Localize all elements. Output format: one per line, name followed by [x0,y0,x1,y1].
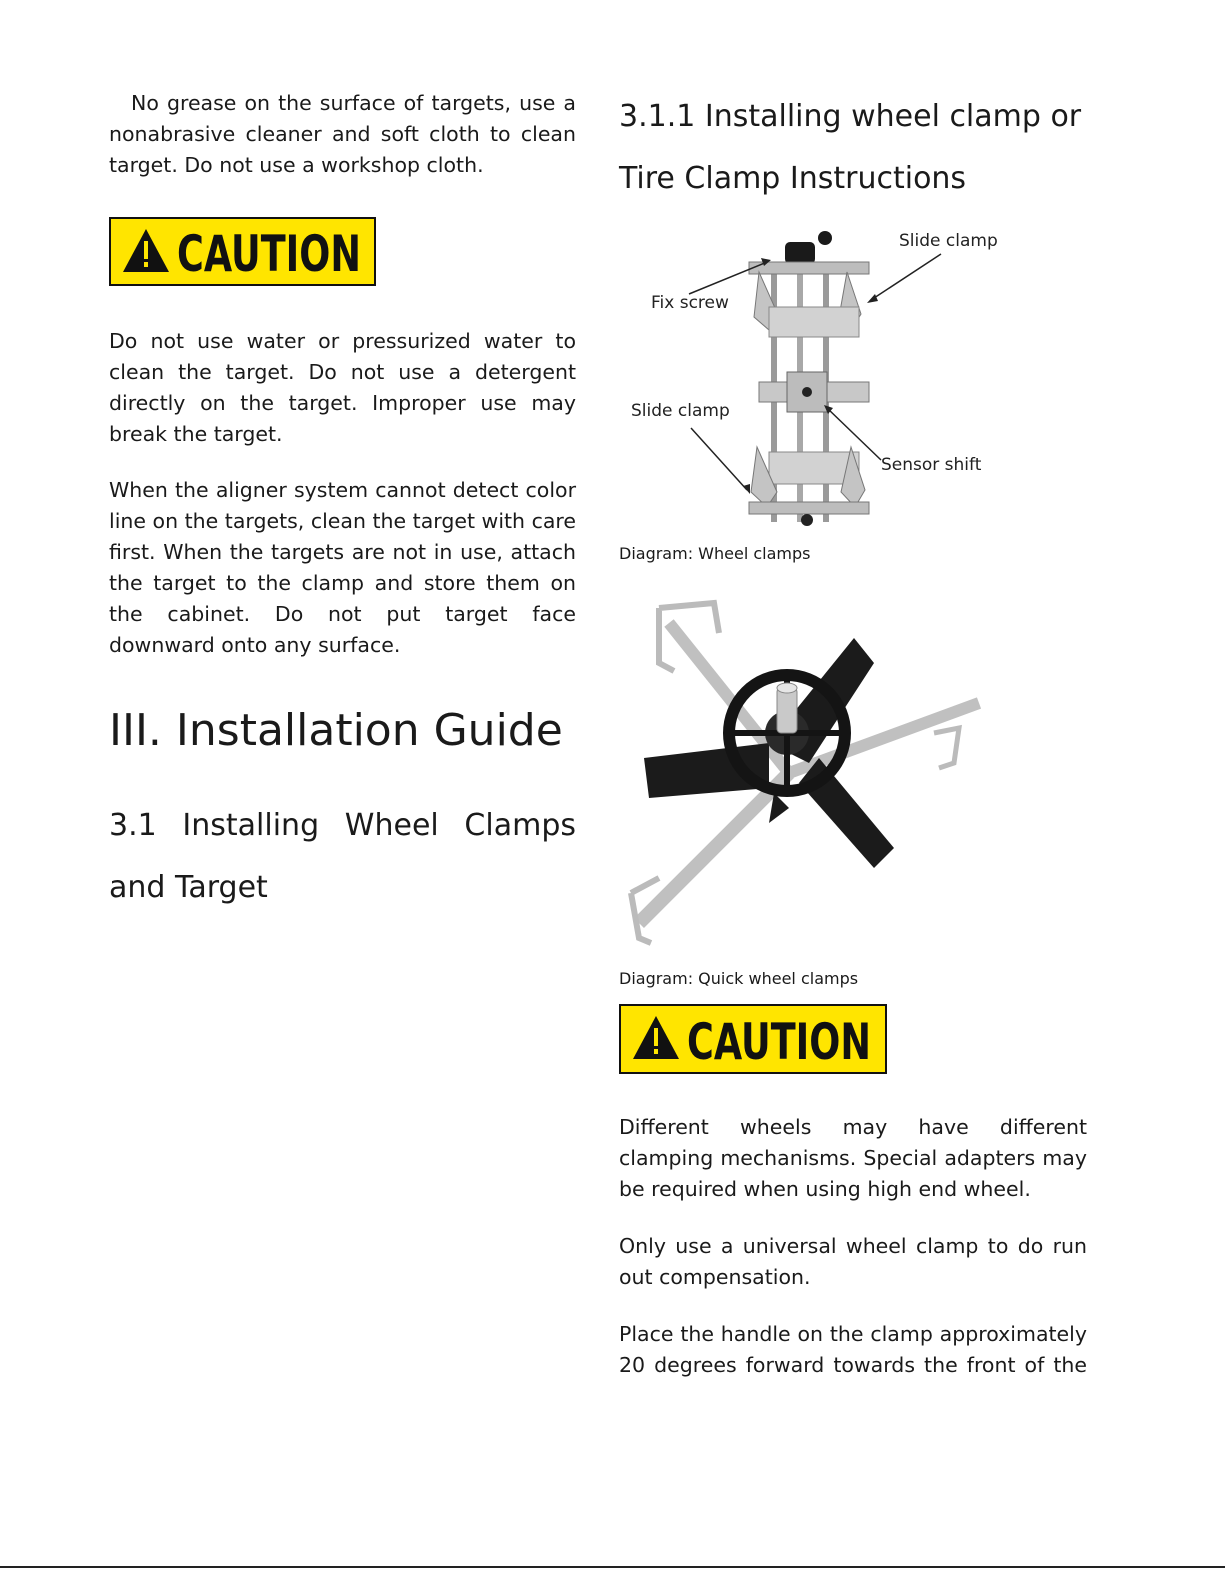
quick-wheel-clamps-caption: Diagram: Quick wheel clamps [619,969,859,988]
wheel-clamp-diagram [619,222,1019,532]
wheel-clamps-caption: Diagram: Wheel clamps [619,544,811,563]
handle-paragraph: Place the handle on the clamp approximately 20 degrees forward towards the front of the [619,1322,1087,1377]
slide-clamp-top-label: Slide clamp [899,231,998,251]
caution-label: CAUTION [177,225,361,283]
color-line-paragraph: When the aligner system cannot detect color line on the targets, clean the target with care first. When the targets are not in use, attach the target to the clamp and store them on the cabinet. Do not put target face downward onto any surface. [109,478,576,657]
page-bottom-rule [0,1566,1225,1568]
caution-label-right: CAUTION [687,1013,871,1071]
left-column [109,88,576,919]
slide-clamp-left-label: Slide clamp [631,401,730,421]
right-column [619,88,1087,1381]
subsection-heading: 3.1 Installing Wheel Clamps and Target [109,808,576,905]
sensor-shift-label: Sensor shift [881,455,982,475]
fix-screw-label: Fix screw [651,293,729,313]
runout-paragraph: Only use a universal wheel clamp to do run out compensation. [619,1234,1087,1289]
caution-sign [109,217,376,286]
section-heading: III. Installation Guide [109,705,563,756]
wheels-mechanism-paragraph: Different wheels may have different clamping mechanisms. Special adapters may be required when using high end wheel. [619,1115,1087,1201]
cleaning-paragraph: No grease on the surface of targets, use a nonabrasive cleaner and soft cloth to clean target. Do not use a workshop cloth. [109,91,576,177]
quick-wheel-clamp-diagram [619,593,999,953]
water-warning-paragraph: Do not use water or pressurized water to clean the target. Do not use a detergent directly on the target. Improper use may break the target. [109,329,576,446]
subsubsection-heading: 3.1.1 Installing wheel clamp or Tire Clamp Instructions [619,99,1082,196]
caution-sign-right [619,1004,887,1074]
